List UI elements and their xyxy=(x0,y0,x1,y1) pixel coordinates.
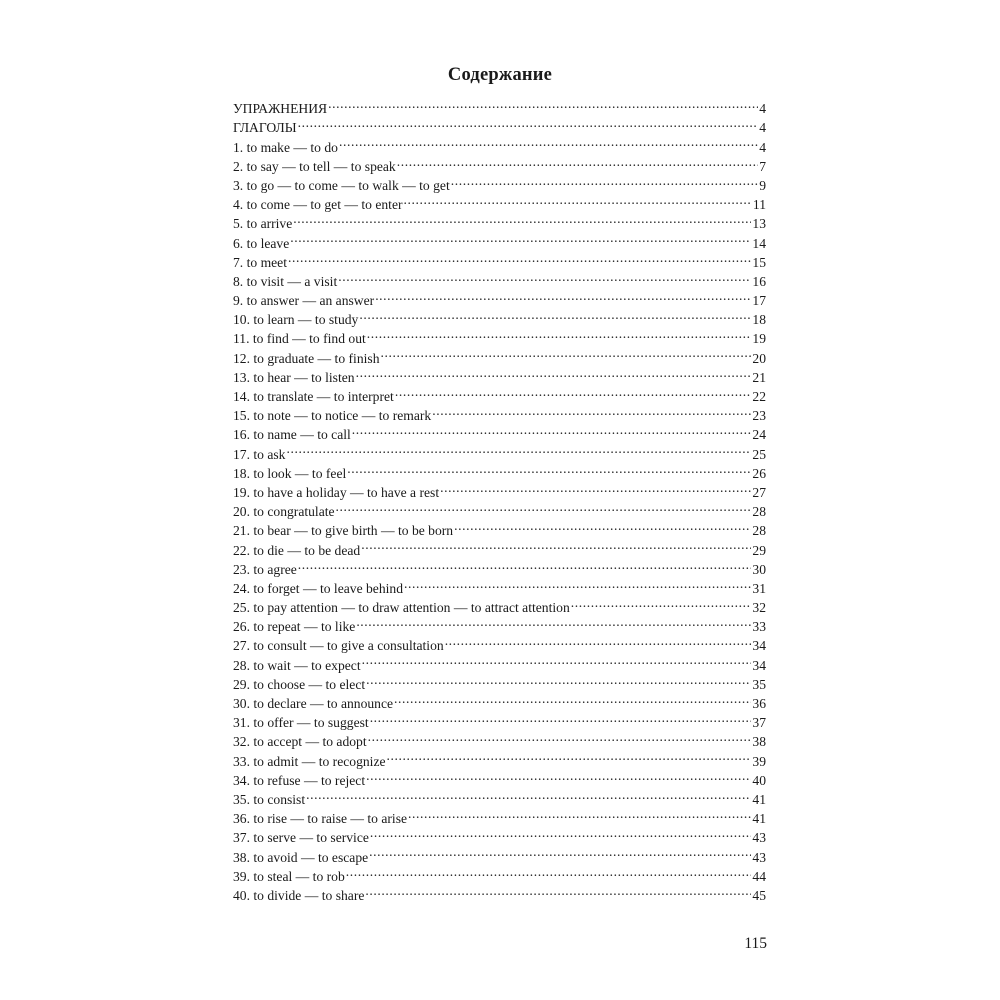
toc-entry xyxy=(233,209,766,232)
toc-entry-label: 26. to repeat — to like xyxy=(233,619,356,635)
toc-dot-leader xyxy=(366,670,751,689)
toc-dot-leader xyxy=(346,862,752,881)
toc-dot-leader xyxy=(338,267,751,286)
toc-entry-label: 39. to steal — to rob xyxy=(233,868,345,884)
toc-entry-page: 35 xyxy=(752,676,766,692)
toc-entry-page: 43 xyxy=(752,849,766,865)
toc-entry-page: 22 xyxy=(752,389,766,404)
toc-entry-page: 29 xyxy=(752,542,766,558)
toc-dot-leader xyxy=(328,94,758,113)
toc-entry xyxy=(233,94,766,117)
toc-entry-page: 16 xyxy=(752,273,766,289)
toc-entry-label: 6. to leave xyxy=(233,235,290,251)
toc-entry-page: 21 xyxy=(752,369,766,385)
toc-entry xyxy=(233,574,766,596)
toc-entry-page: 20 xyxy=(752,350,766,366)
toc-entry-page: 23 xyxy=(752,408,766,424)
toc-dot-leader xyxy=(381,343,752,362)
toc-entry-page: 26 xyxy=(752,465,766,481)
table-of-contents xyxy=(233,94,766,903)
toc-entry-page: 11 xyxy=(752,197,766,213)
toc-dot-leader xyxy=(362,650,752,669)
toc-entry-label: 9. to answer — an answer xyxy=(233,293,375,309)
toc-entry-label: 36. to rise — to raise — to arise xyxy=(233,811,408,827)
toc-dot-leader xyxy=(339,132,758,151)
toc-dot-leader xyxy=(369,842,751,861)
toc-entry-page: 17 xyxy=(752,293,766,309)
toc-dot-leader xyxy=(367,324,752,343)
toc-entry-page: 36 xyxy=(752,696,766,711)
toc-dot-leader xyxy=(432,401,751,420)
toc-entry xyxy=(233,804,766,827)
toc-entry-page: 43 xyxy=(752,830,766,846)
toc-dot-leader xyxy=(352,420,752,439)
toc-dot-leader xyxy=(394,689,751,708)
toc-entry-label: 10. to learn — to study xyxy=(233,312,359,328)
toc-entry-page: 14 xyxy=(752,235,766,251)
toc-dot-leader xyxy=(395,382,752,401)
toc-dot-leader xyxy=(368,727,752,746)
toc-entry-label: 40. to divide — to share xyxy=(233,887,365,903)
toc-dot-leader xyxy=(361,535,751,554)
toc-dot-leader xyxy=(356,363,752,382)
toc-dot-leader xyxy=(445,631,752,650)
toc-entry xyxy=(233,267,766,289)
toc-entry-page: 13 xyxy=(752,216,766,232)
toc-entry-page: 37 xyxy=(752,715,766,731)
toc-dot-leader xyxy=(408,804,751,823)
toc-entry-label: 13. to hear — to listen xyxy=(233,369,355,385)
toc-entry-page: 30 xyxy=(752,561,766,577)
toc-entry xyxy=(233,248,766,270)
toc-entry-label: 16. to name — to call xyxy=(233,427,351,443)
toc-entry-label: 14. to translate — to interpret xyxy=(233,389,394,404)
toc-entry-page: 4 xyxy=(759,120,766,136)
toc-entry-page: 44 xyxy=(752,868,766,884)
toc-dot-leader xyxy=(347,459,751,478)
toc-entry-label: 12. to graduate — to finish xyxy=(233,350,380,366)
toc-dot-leader xyxy=(387,746,752,765)
toc-entry-label: 38. to avoid — to escape xyxy=(233,849,369,865)
toc-entry-page: 39 xyxy=(752,753,766,769)
toc-entry-label: 3. to go — to come — to walk — to get xyxy=(233,177,450,193)
toc-dot-leader xyxy=(293,209,751,228)
toc-entry-label: 31. to offer — to suggest xyxy=(233,715,369,731)
toc-entry-page: 9 xyxy=(759,177,766,193)
toc-entry xyxy=(233,113,766,136)
toc-entry-page: 28 xyxy=(752,504,766,520)
toc-entry-page: 34 xyxy=(752,638,766,654)
toc-entry xyxy=(233,785,766,807)
toc-entry-page: 40 xyxy=(752,772,766,788)
toc-entry-page: 4 xyxy=(759,139,766,155)
toc-entry-label: 11. to find — to find out xyxy=(233,331,366,347)
toc-entry-page: 41 xyxy=(752,791,766,807)
toc-entry-page: 31 xyxy=(752,580,766,596)
toc-dot-leader xyxy=(404,574,751,593)
toc-dot-leader xyxy=(359,305,751,324)
toc-entry-label: 22. to die — to be dead xyxy=(233,542,361,558)
toc-entry-label: 24. to forget — to leave behind xyxy=(233,580,404,596)
toc-dot-leader xyxy=(356,612,751,631)
toc-dot-leader xyxy=(288,248,751,267)
toc-entry-label: 20. to congratulate xyxy=(233,504,335,520)
toc-entry-page: 38 xyxy=(752,734,766,750)
toc-dot-leader xyxy=(365,881,751,900)
toc-dot-leader xyxy=(336,497,752,516)
toc-entry-label: 4. to come — to get — to enter xyxy=(233,197,403,213)
toc-dot-leader xyxy=(397,152,758,171)
toc-entry xyxy=(233,439,766,462)
toc-dot-leader xyxy=(440,478,751,497)
toc-entry-page: 18 xyxy=(752,312,766,328)
toc-entry-page: 28 xyxy=(752,523,766,539)
toc-entry-label: 28. to wait — to expect xyxy=(233,657,361,673)
toc-entry-label: 37. to serve — to service xyxy=(233,830,369,846)
toc-entry-label: 2. to say — to tell — to speak xyxy=(233,158,396,174)
toc-entry xyxy=(233,459,766,481)
toc-dot-leader xyxy=(290,228,751,247)
toc-dot-leader xyxy=(366,766,751,785)
toc-entry-label: 7. to meet xyxy=(233,254,287,270)
toc-dot-leader xyxy=(298,113,759,132)
toc-entry-label: 30. to declare — to announce xyxy=(233,696,394,711)
toc-entry-label: 29. to choose — to elect xyxy=(233,676,366,692)
toc-dot-leader xyxy=(571,593,752,612)
toc-dot-leader xyxy=(298,555,752,574)
toc-entry-label: 25. to pay attention — to draw attention — to attract attention xyxy=(233,600,570,616)
toc-entry-page: 33 xyxy=(752,619,766,635)
page-title: Содержание xyxy=(447,65,553,85)
toc-entry-label: 21. to bear — to give birth — to be born xyxy=(233,523,454,539)
toc-entry-label: 15. to note — to notice — to remark xyxy=(233,408,432,424)
toc-entry-page: 32 xyxy=(752,600,766,616)
toc-dot-leader xyxy=(370,708,752,727)
toc-entry-label: 33. to admit — to recognize xyxy=(233,753,386,769)
toc-entry-label: 18. to look — to feel xyxy=(233,465,347,481)
toc-entry-page: 24 xyxy=(752,427,766,443)
toc-entry-label: 32. to accept — to adopt xyxy=(233,734,367,750)
toc-entry-label: 34. to refuse — to reject xyxy=(233,772,366,788)
toc-dot-leader xyxy=(306,785,751,804)
toc-entry-label: 27. to consult — to give a consultation xyxy=(233,638,444,654)
toc-dot-leader xyxy=(370,823,752,842)
toc-entry-page: 4 xyxy=(759,101,766,117)
toc-dot-leader xyxy=(375,286,751,305)
toc-dot-leader xyxy=(286,439,751,458)
page-number: 115 xyxy=(744,935,767,952)
toc-entry-label: 17. to ask xyxy=(233,446,286,462)
toc-entry-label: 23. to agree xyxy=(233,561,297,577)
toc-entry xyxy=(233,228,766,251)
toc-dot-leader xyxy=(454,516,751,535)
toc-entry-page: 19 xyxy=(752,331,766,347)
toc-entry-page: 15 xyxy=(752,254,766,270)
toc-entry-page: 34 xyxy=(752,657,766,673)
toc-entry-label: 5. to arrive xyxy=(233,216,293,232)
toc-entry-page: 7 xyxy=(759,158,766,174)
toc-entry xyxy=(233,555,766,577)
toc-entry-page: 45 xyxy=(752,887,766,903)
toc-dot-leader xyxy=(404,190,752,209)
toc-entry-label: 1. to make — to do xyxy=(233,139,338,155)
toc-entry-page: 41 xyxy=(752,811,766,827)
toc-entry-page: 27 xyxy=(752,484,766,500)
toc-entry-label: 8. to visit — a visit xyxy=(233,273,338,289)
toc-entry-label: 35. to consist xyxy=(233,791,306,807)
toc-entry xyxy=(233,132,766,155)
toc-entry-label: ГЛАГОЛЫ xyxy=(233,120,297,136)
toc-dot-leader xyxy=(451,171,758,190)
toc-entry-page: 25 xyxy=(752,446,766,462)
toc-entry-label: 19. to have a holiday — to have a rest xyxy=(233,484,440,500)
toc-entry-label: УПРАЖНЕНИЯ xyxy=(233,101,328,117)
